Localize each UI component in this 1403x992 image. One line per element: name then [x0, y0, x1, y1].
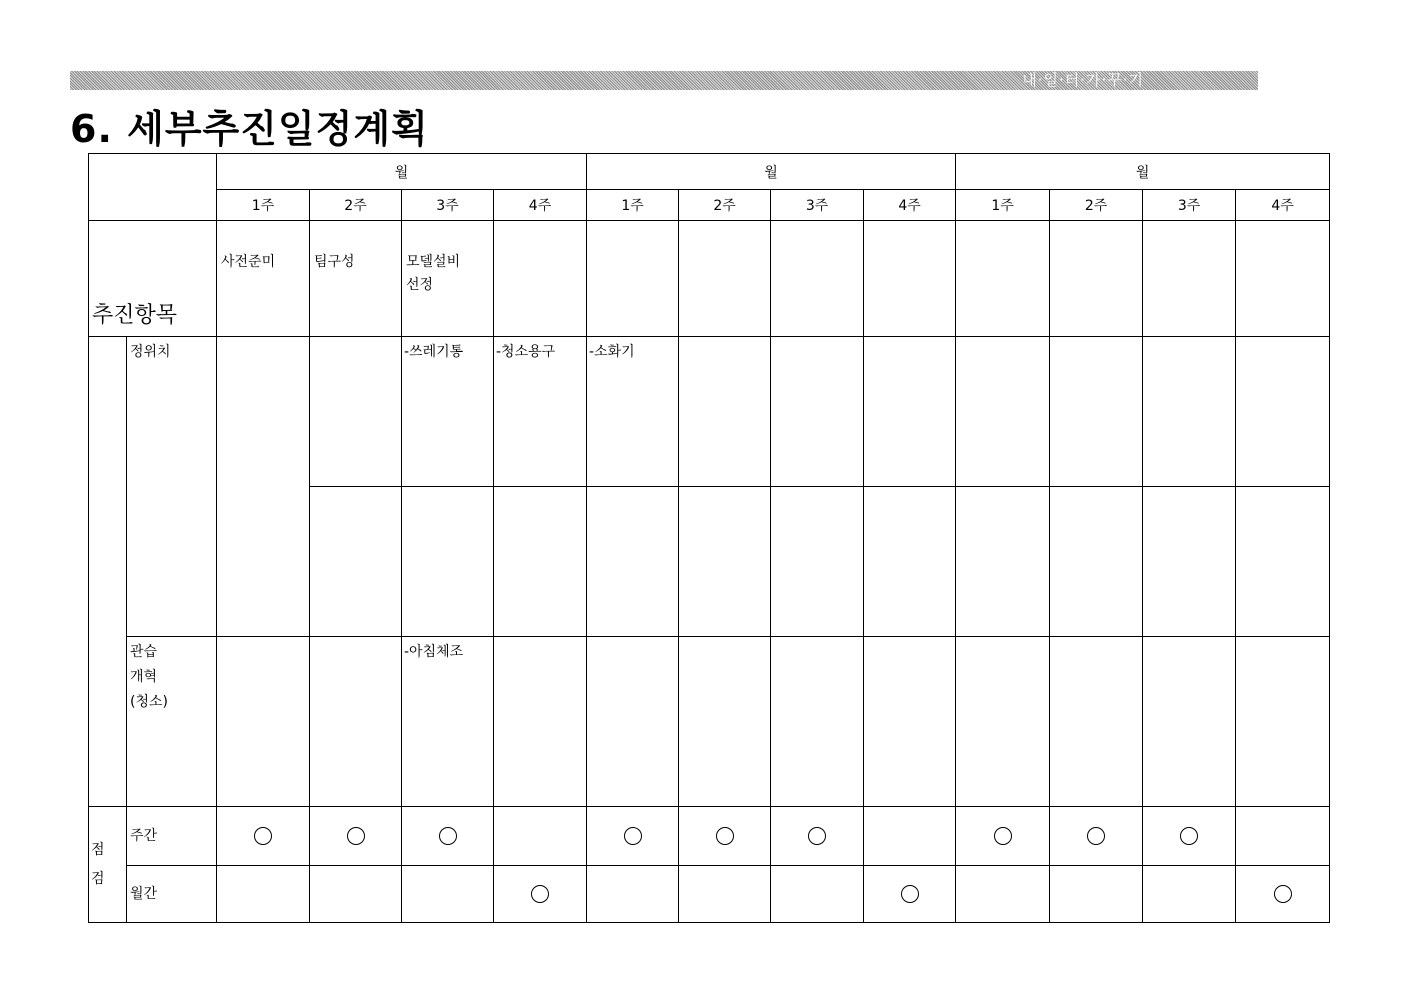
check-cell [1236, 807, 1330, 866]
item-cell [310, 221, 402, 337]
task-cell [956, 337, 1050, 487]
items-row [89, 221, 1330, 337]
task-cell [956, 487, 1050, 637]
inspect-label-char: 점 [91, 841, 105, 858]
task-cell: -청소용구 [494, 337, 587, 487]
item-cell [771, 221, 864, 337]
jeongwichi-label: 정위치 [127, 337, 217, 637]
week-header: 3주 [402, 190, 494, 221]
task-cell [1050, 337, 1143, 487]
item-cell [864, 221, 956, 337]
task-cell [956, 637, 1050, 807]
week-header: 2주 [310, 190, 402, 221]
item-cell [1143, 221, 1236, 337]
check-cell [771, 807, 864, 866]
item-text: 모델설비 선정 [406, 254, 461, 293]
task-cell [310, 637, 402, 807]
week-header: 4주 [864, 190, 956, 221]
task-cell [402, 487, 494, 637]
check-cell [679, 866, 771, 923]
check-cell [956, 866, 1050, 923]
check-cell [679, 807, 771, 866]
habit-row [89, 637, 1330, 807]
task-cell: -소화기 [587, 337, 679, 487]
task-cell [771, 637, 864, 807]
check-cell [771, 866, 864, 923]
task-cell [217, 337, 310, 637]
check-circle-icon [1180, 827, 1198, 845]
month-header: 월 [956, 154, 1330, 190]
check-cell [956, 807, 1050, 866]
banner-label: 내·일·터·가·꾸·기 [1022, 71, 1144, 89]
task-cell [310, 337, 402, 487]
task-cell [494, 637, 587, 807]
habit-label-line: (청소) [130, 694, 168, 710]
task-cell [1143, 637, 1236, 807]
task-cell [217, 637, 310, 807]
check-cell [864, 807, 956, 866]
item-cell [956, 221, 1050, 337]
items-label-cell [89, 221, 217, 337]
check-cell [587, 807, 679, 866]
task-cell [1143, 337, 1236, 487]
task-cell [494, 487, 587, 637]
week-header-row [89, 190, 1330, 221]
week-header: 4주 [1236, 190, 1330, 221]
task-cell: -쓰레기통 [402, 337, 494, 487]
task-cell [587, 637, 679, 807]
week-header: 3주 [1143, 190, 1236, 221]
check-circle-icon [624, 827, 642, 845]
check-cell [310, 807, 402, 866]
habit-label [127, 637, 217, 807]
item-cell [1236, 221, 1330, 337]
week-header: 3주 [771, 190, 864, 221]
task-cell [310, 487, 402, 637]
check-circle-icon [254, 827, 272, 845]
week-header: 4주 [494, 190, 587, 221]
check-cell [1143, 866, 1236, 923]
inspect-label [89, 807, 127, 923]
check-circle-icon [901, 885, 919, 903]
items-label: 추진항목 [92, 303, 178, 328]
task-cell [587, 487, 679, 637]
week-header: 1주 [217, 190, 310, 221]
check-cell [494, 866, 587, 923]
check-cell [217, 866, 310, 923]
check-circle-icon [347, 827, 365, 845]
task-cell [1050, 637, 1143, 807]
check-cell [1050, 807, 1143, 866]
task-cell [679, 337, 771, 487]
habit-label-line: 개혁 [130, 669, 158, 685]
check-circle-icon [531, 885, 549, 903]
item-text: 팀구성 [314, 254, 355, 270]
item-cell [494, 221, 587, 337]
monthly-check-row [89, 866, 1330, 923]
corner-cell [89, 154, 217, 221]
task-cell [864, 337, 956, 487]
check-cell [402, 807, 494, 866]
check-cell [1050, 866, 1143, 923]
week-header: 1주 [956, 190, 1050, 221]
month-header-row [89, 154, 1330, 190]
weekly-label: 주간 [127, 807, 217, 866]
check-circle-icon [439, 827, 457, 845]
check-circle-icon [1274, 885, 1292, 903]
task-cell [679, 637, 771, 807]
task-cell [771, 337, 864, 487]
task-cell [771, 487, 864, 637]
monthly-label: 월간 [127, 866, 217, 923]
task-cell [1236, 487, 1330, 637]
check-circle-icon [808, 827, 826, 845]
side-blank-cell [89, 337, 127, 807]
item-cell [587, 221, 679, 337]
jeongwichi-row-top [89, 337, 1330, 487]
task-cell [864, 487, 956, 637]
item-cell [402, 221, 494, 337]
task-cell [864, 637, 956, 807]
month-header: 월 [587, 154, 956, 190]
check-circle-icon [1087, 827, 1105, 845]
check-circle-icon [716, 827, 734, 845]
week-header: 1주 [587, 190, 679, 221]
check-cell [217, 807, 310, 866]
weekly-check-row [89, 807, 1330, 866]
task-cell [1236, 337, 1330, 487]
item-cell [217, 221, 310, 337]
check-cell [587, 866, 679, 923]
week-header: 2주 [1050, 190, 1143, 221]
check-cell [402, 866, 494, 923]
item-cell [1050, 221, 1143, 337]
check-circle-icon [994, 827, 1012, 845]
check-cell [494, 807, 587, 866]
task-cell [1236, 637, 1330, 807]
check-cell [1143, 807, 1236, 866]
item-text: 사전준미 [221, 254, 276, 270]
check-cell [864, 866, 956, 923]
schedule-table [88, 153, 1330, 923]
week-header: 2주 [679, 190, 771, 221]
header-banner [70, 71, 1258, 90]
inspect-label-char: 검 [91, 870, 105, 887]
check-cell [310, 866, 402, 923]
month-header: 월 [217, 154, 587, 190]
item-cell [679, 221, 771, 337]
task-cell [1050, 487, 1143, 637]
task-cell [1143, 487, 1236, 637]
task-cell: -아침체조 [402, 637, 494, 807]
check-cell [1236, 866, 1330, 923]
habit-label-line: 관습 [130, 644, 158, 660]
task-cell [679, 487, 771, 637]
page-title: 6. 세부추진일정계획 [70, 107, 429, 151]
